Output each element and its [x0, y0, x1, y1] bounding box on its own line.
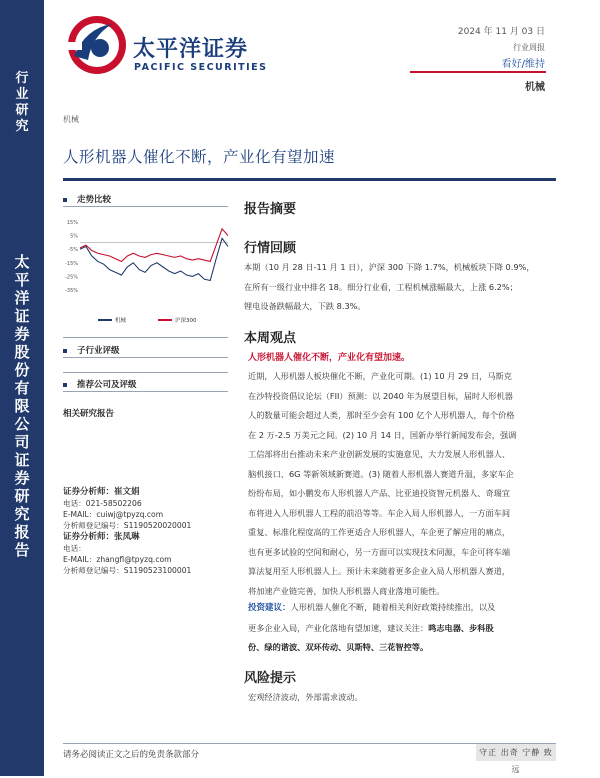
trend-heading: 走势比较: [63, 193, 111, 205]
company-logo: [66, 14, 128, 76]
series-line-0: [80, 238, 228, 280]
page-title: 人形机器人催化不断，产业化有望加速: [63, 148, 336, 166]
brand-name-en: PACIFIC SECURITIES: [134, 62, 268, 73]
risk-text: 宏观经济波动，外部需求波动。: [248, 692, 363, 702]
weekly-view-text: 近期，人形机器人板块催化不断，产业化可期。(1) 10 月 29 日，马斯克 在沙特投资倡议论坛（FII）预测：以 2040 年为展望目标，届时人形机器 人的数量可能会超过人类，那时至少会有 100 亿个人形机器人，每个价格 在 2 万-2.5 万美元之间。(2) 10 月 14 日，国新办举行新闻发布会，强调 工信部将出台推动未来产业创新发展的实施意见，大力发展人形机器人、 脑机接口、6G 等新领域新赛道。(3) 随着人形机器人赛道升温，多家车企 纷纷布局，如小鹏发布人形机器人产品、比亚迪投资智元机器人、奇瑞宜 布将进入人形机器人工程的前沿等等。车企入局人形机器人，一方面车间 重复、标准化程度高的工作更适合人形机器人，车企更了解应用的痛点， 也有更多试验的空间和耐心，另一方面可以实现技术同源，车企可将车端 算法复用至人形机器人上。预计未来随着更多企业入局人形机器人赛道， 将加速产业链完善，加快人形机器人商业落地可能性。: [248, 371, 517, 596]
bullet-square-icon: [63, 383, 67, 387]
legend-label-0: 机械: [115, 318, 127, 324]
investment-advice: 投资建议：人形机器人催化不断，随着相关利好政策持续推出，以及 更多企业入局，产业化落地有望加速，建议关注：鸣志电器、步科股 份、绿的谐波、双环传动、贝斯特、三花智控等。: [248, 602, 496, 652]
related-reports-heading: 相关研究报告: [63, 409, 115, 419]
risk-heading: 风险提示: [244, 671, 297, 686]
section-divider: [63, 337, 228, 338]
section-divider: [63, 206, 228, 207]
sidebar-top-label: 行 业 研 究: [15, 71, 29, 134]
industry-label: 机械: [525, 82, 545, 93]
analyst-2-title: 证券分析师：张凤琳: [63, 532, 140, 542]
title-divider: [63, 178, 556, 181]
recommended-heading: 推荐公司及评级: [63, 378, 137, 390]
logo-mark-icon: [66, 14, 128, 76]
y-tick-label: 15%: [66, 220, 78, 226]
summary-heading: 报告摘要: [244, 202, 297, 217]
legend-label-1: 沪深300: [175, 318, 197, 324]
report-date: 2024 年 11 月 03 日: [457, 27, 545, 37]
analyst-1-reg: 分析师登记编号：S1190520020001: [63, 521, 192, 530]
bullet-square-icon: [63, 349, 67, 353]
section-divider: [63, 357, 228, 358]
trend-chart: [62, 212, 232, 332]
market-review-heading: 行情回顾: [244, 241, 297, 256]
analyst-1-email[interactable]: E-MAIL：cuiwj@tpyzq.com: [63, 510, 164, 519]
footer-disclaimer: 请务必阅读正文之后的免责条款部分: [63, 750, 200, 760]
bullet-square-icon: [63, 198, 67, 202]
breadcrumb: 机械: [63, 115, 79, 124]
header-divider: [410, 71, 546, 73]
series-line-1: [80, 229, 228, 262]
brand-name-cn: 太平洋证券: [133, 37, 249, 62]
y-tick-label: -15%: [65, 260, 78, 267]
y-tick-label: -5%: [68, 247, 78, 254]
weekly-view-heading: 本周观点: [244, 331, 297, 346]
analyst-2-phone: 电话：: [63, 544, 86, 553]
analyst-2-email[interactable]: E-MAIL：zhangfl@tpyzq.com: [63, 555, 172, 564]
sub-industry-heading: 子行业评级: [63, 344, 120, 356]
y-tick-label: -25%: [65, 274, 78, 281]
footer-motto: 守正 出奇 宁静 致远: [476, 744, 556, 761]
analyst-1-phone: 电话：021-58502206: [63, 499, 142, 508]
analyst-2-reg: 分析师登记编号：S1190523100001: [63, 566, 192, 575]
section-divider: [63, 391, 228, 392]
left-sidebar: [0, 0, 44, 776]
analyst-block: [63, 486, 233, 576]
sidebar-org-label: 太 平 洋 证 券 股 份 有 限 公 司 证 券 研 究 报 告: [14, 253, 30, 559]
weekly-view-subheading: 人形机器人催化不断，产业化有望加速。: [248, 353, 411, 363]
market-review-text: 本期（10 月 28 日-11 月 1 日），沪深 300 下降 1.7%，机械板块下降 0.9%， 在所有一级行业中排名 18。细分行业看，工程机械涨幅最大，上涨 6.2%； 锂电设备跌幅最大，下跌 8.3%。: [244, 262, 535, 311]
rating: 看好/维持: [501, 59, 545, 70]
y-tick-label: -35%: [65, 288, 78, 294]
analyst-1-title: 证券分析师：崔文娟: [63, 487, 140, 497]
y-tick-label: 5%: [70, 233, 78, 240]
report-type: 行业周报: [513, 43, 545, 52]
section-divider: [63, 372, 228, 373]
